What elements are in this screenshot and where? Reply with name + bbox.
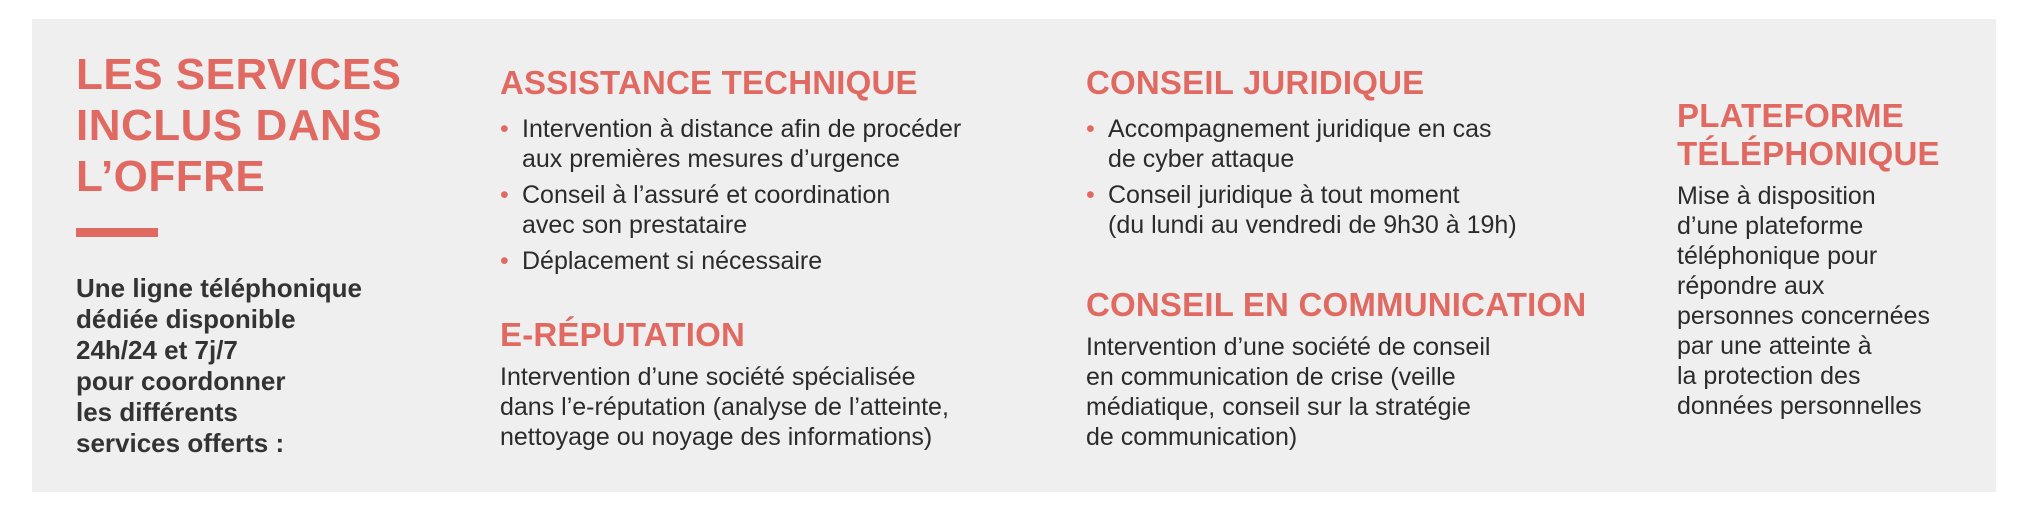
item-line: Conseil juridique à tout moment — [1108, 181, 1460, 209]
intro-line: pour coordonner — [76, 366, 286, 396]
description-line: répondre aux — [1677, 272, 1825, 300]
description-line: Intervention d’une société de conseil — [1086, 333, 1491, 361]
intro-line: services offerts : — [76, 428, 285, 458]
plateforme-section — [1677, 97, 1977, 421]
description-line: Mise à disposition — [1677, 182, 1876, 210]
communication-description — [1086, 332, 1666, 452]
intro-line: 24h/24 et 7j/7 — [76, 335, 238, 365]
item-line: Accompagnement juridique en cas — [1108, 115, 1492, 143]
description-line: de communication) — [1086, 423, 1298, 451]
bullet-icon: • — [500, 115, 509, 143]
bullet-icon: • — [500, 181, 509, 209]
juridique-section — [1086, 64, 1646, 246]
title-line: TÉLÉPHONIQUE — [1677, 135, 1940, 172]
communication-title: CONSEIL EN COMMUNICATION — [1086, 286, 1587, 323]
description-line: données personnelles — [1677, 392, 1922, 420]
title-divider — [76, 228, 158, 237]
bullet-icon: • — [1086, 115, 1095, 143]
assistance-title: ASSISTANCE TECHNIQUE — [500, 64, 918, 101]
services-panel — [32, 19, 1996, 492]
description-line: par une atteinte à — [1677, 332, 1872, 360]
item-line: de cyber attaque — [1108, 145, 1295, 173]
description-line: téléphonique pour — [1677, 242, 1878, 270]
item-line: Conseil à l’assuré et coordination — [522, 181, 891, 209]
item-line: avec son prestataire — [522, 211, 748, 239]
list-item — [500, 180, 1060, 240]
description-line: la protection des — [1677, 362, 1861, 390]
intro-line: Une ligne téléphonique — [76, 273, 363, 303]
intro-line: dédiée disponible — [76, 304, 296, 334]
description-line: Intervention d’une société spécialisée — [500, 363, 916, 391]
item-line: Déplacement si nécessaire — [522, 247, 823, 275]
ereputation-section — [500, 316, 1060, 452]
assistance-section — [500, 64, 1060, 282]
list-item — [500, 114, 1060, 174]
main-title-line: LES SERVICES — [76, 50, 402, 99]
title-line: PLATEFORME — [1677, 97, 1904, 134]
main-title-line: L’OFFRE — [76, 152, 266, 201]
description-line: dans l’e-réputation (analyse de l’atteinte, — [500, 393, 949, 421]
main-title-line: INCLUS DANS — [76, 101, 383, 150]
intro-description — [76, 273, 436, 459]
juridique-list — [1086, 114, 1646, 240]
plateforme-description — [1677, 181, 1977, 421]
list-item — [1086, 114, 1646, 174]
bullet-icon: • — [1086, 181, 1095, 209]
ereputation-title: E-RÉPUTATION — [500, 316, 746, 353]
item-line: (du lundi au vendredi de 9h30 à 19h) — [1108, 211, 1517, 239]
description-line: nettoyage ou noyage des informations) — [500, 423, 933, 451]
communication-section — [1086, 286, 1666, 452]
main-title — [76, 49, 436, 202]
list-item — [1086, 180, 1646, 240]
bullet-icon: • — [500, 247, 509, 275]
item-line: Intervention à distance afin de procéder — [522, 115, 962, 143]
ereputation-description — [500, 362, 1060, 452]
item-line: aux premières mesures d’urgence — [522, 145, 900, 173]
description-line: personnes concernées — [1677, 302, 1930, 330]
assistance-list — [500, 114, 1060, 276]
list-item — [500, 246, 1060, 276]
description-line: d’une plateforme — [1677, 212, 1864, 240]
intro-line: les différents — [76, 397, 238, 427]
description-line: médiatique, conseil sur la stratégie — [1086, 393, 1471, 421]
description-line: en communication de crise (veille — [1086, 363, 1456, 391]
juridique-title: CONSEIL JURIDIQUE — [1086, 64, 1425, 101]
plateforme-title — [1677, 97, 1977, 173]
